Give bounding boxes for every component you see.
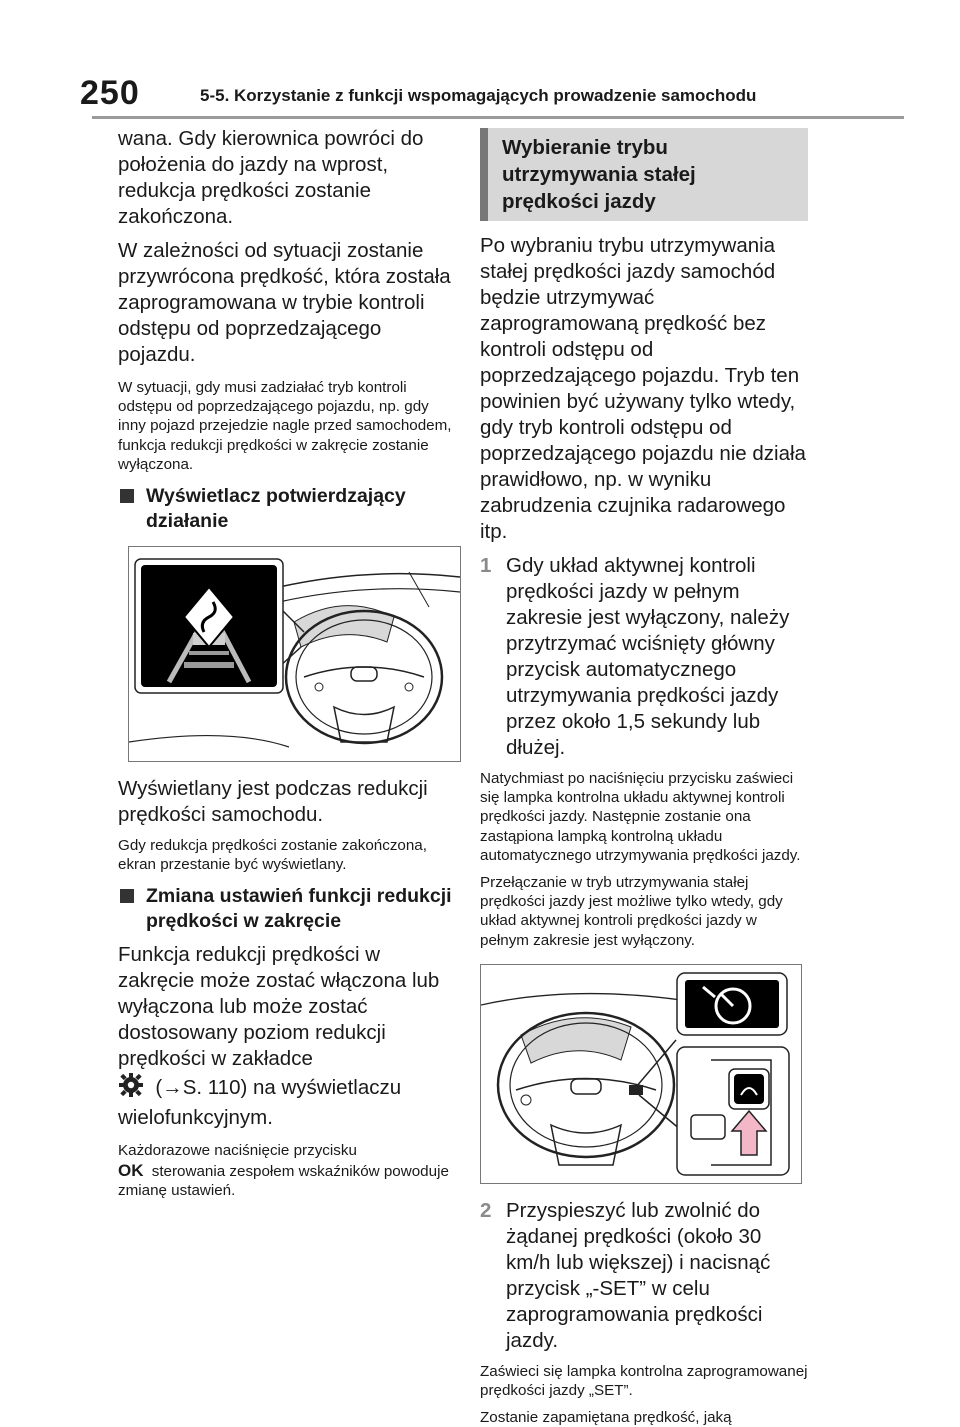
paragraph: Po wybraniu trybu utrzymywania stałej prędkości jazdy samochód będzie utrzymywać zaprogramowaną prędkość bez kontroli odstępu od poprzedzającego pojazdu. Tryb ten powinien być używany tylko wtedy, gdy tryb kontroli odstępu od poprzedzającego pojazdu nie działa prawidłowo, np. w wyniku zabrudzenia czujnika radarowego itp. xyxy=(480,234,806,543)
gear-icon xyxy=(118,1072,144,1105)
note: Każdorazowe naciśnięcie przycisku OK sterowania zespołem wskaźników powoduje zmianę ustawień. xyxy=(118,1142,449,1199)
header-divider xyxy=(92,116,904,119)
note: Zaświeci się lampka kontrolna zaprogramowanej prędkości jazdy „SET”. xyxy=(480,1362,808,1400)
steering-wheel-switch-illustration xyxy=(481,965,801,1183)
step-number: 2 xyxy=(480,1198,492,1222)
steering-wheel-illustration xyxy=(129,547,460,761)
right-column xyxy=(480,126,810,1427)
note: Natychmiast po naciśnięciu przycisku zaświeci się lampka kontrolna układu aktywnej kontroli prędkości jazdy. Następnie zostanie ona zastąpiona lampką kontrolną układu automatycznego utrzymywania prędkości jazdy. xyxy=(480,770,801,864)
section-heading: Wybieranie trybu utrzymywania stałej prędkości jazdy xyxy=(480,128,808,221)
note: Gdy redukcja prędkości zostanie zakończona, ekran przestanie być wyświetlany. xyxy=(118,837,427,874)
note: Zostanie zapamiętana prędkość, jaką xyxy=(480,1409,732,1427)
step-2: 2 Przyspieszyć lub zwolnić do żądanej prędkości (około 30 km/h lub większej) i nacisnąć przycisk „-SET” w celu zaprogramowania prędkości jazdy. xyxy=(480,1198,771,1352)
subheading-settings: Zmiana ustawień funkcji redukcji prędkości w zakręcie xyxy=(118,884,453,934)
paragraph: W zależności od sytuacji zostanie przywrócona prędkość, która została zaprogramowana w trybie kontroli odstępu od poprzedzającego pojazdu. xyxy=(118,239,451,366)
subheading-display: Wyświetlacz potwierdzający działanie xyxy=(118,484,453,534)
steering-switch-figure xyxy=(480,964,802,1184)
note: Przełączanie w tryb utrzymywania stałej prędkości jazdy jest możliwe tylko wtedy, gdy układ aktywnej kontroli prędkości jazdy w pełnym zakresie jest wyłączony. xyxy=(480,874,783,949)
chapter-title: 5-5. Korzystanie z funkcji wspomagających prowadzenie samochodu xyxy=(200,86,757,105)
bullet-square-icon xyxy=(120,889,134,903)
page-number: 250 xyxy=(80,74,140,112)
step-1: 1 Gdy układ aktywnej kontroli prędkości jazdy w pełnym zakresie jest wyłączony, należy przytrzymać wciśnięty główny przycisk automatycznego utrzymywania prędkości jazdy przez około 1,5 sekundy lub dłużej. xyxy=(480,554,790,759)
page-header xyxy=(0,0,960,120)
paragraph: Funkcja redukcji prędkości w zakręcie może zostać włączona lub wyłączona lub może zostać dostosowany poziom redukcji prędkości w zakładce (→S. 110) na wyświetlaczu wielofunkcyjnym. xyxy=(118,943,440,1130)
paragraph: Wyświetlany jest podczas redukcji prędkości samochodu. xyxy=(118,777,428,827)
note: W sytuacji, gdy musi zadziałać tryb kontroli odstępu od poprzedzającego pojazdu, np. gdy inny pojazd przejedzie nagle przed samochodem, funkcja redukcji prędkości w zakręcie zostanie wyłączona. xyxy=(118,379,452,473)
bullet-square-icon xyxy=(120,489,134,503)
ok-button-icon: OK xyxy=(118,1160,144,1180)
display-figure xyxy=(128,546,461,762)
step-number: 1 xyxy=(480,554,492,577)
left-column xyxy=(118,126,453,1200)
paragraph: wana. Gdy kierownica powróci do położenia do jazdy na wprost, redukcja prędkości zostanie zakończona. xyxy=(118,127,424,228)
